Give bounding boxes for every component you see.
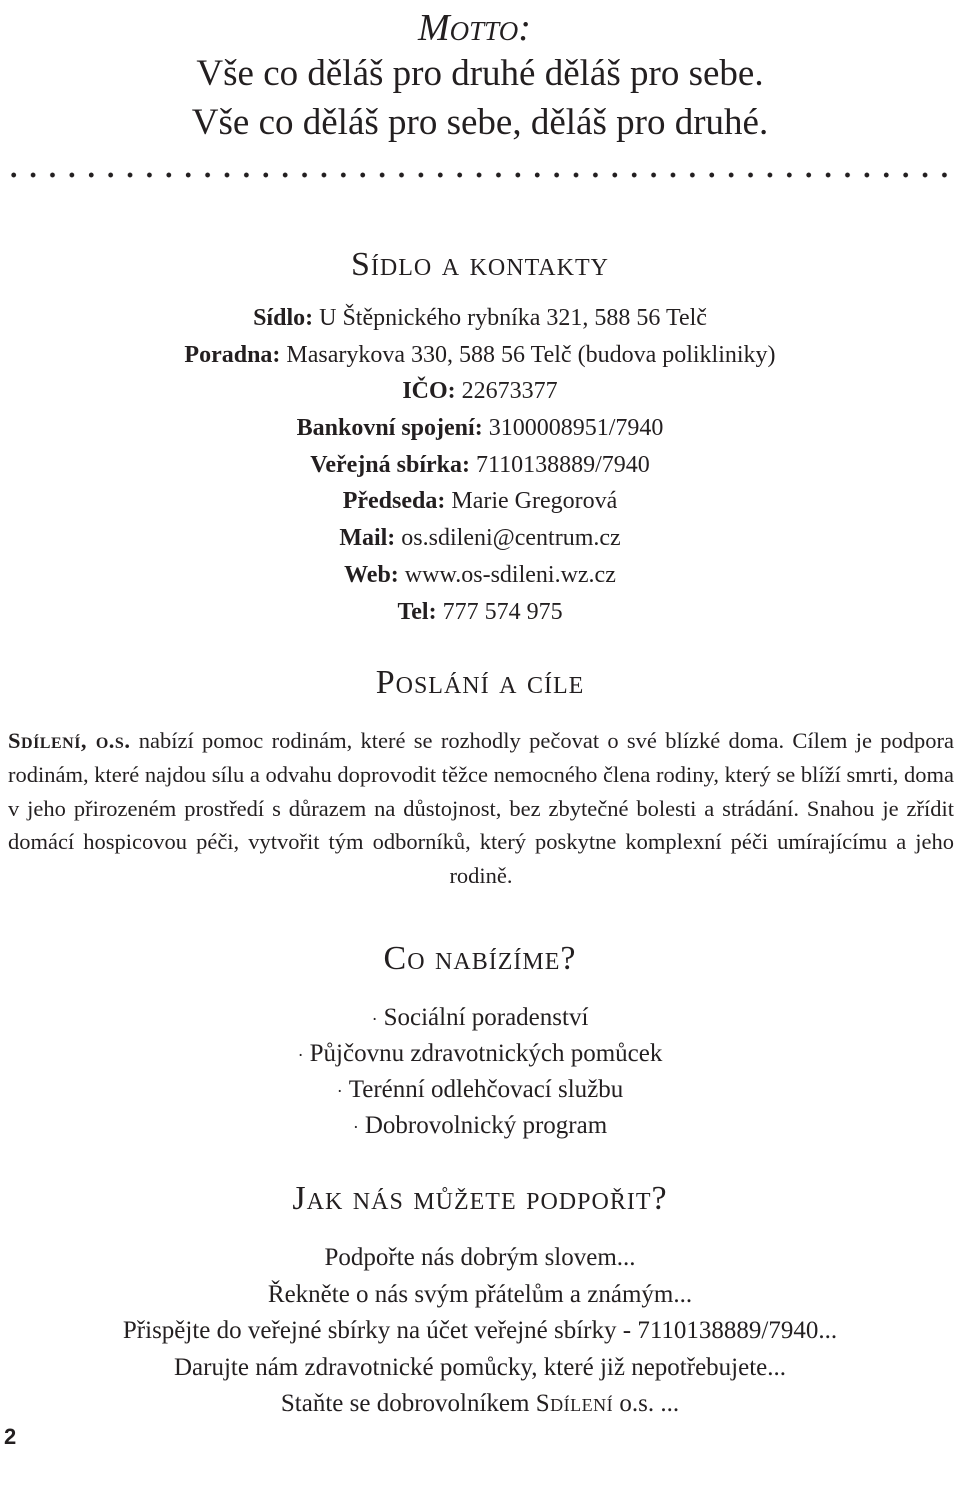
- contact-value: 3100008951/7940: [488, 415, 664, 442]
- contact-label: Předseda:: [342, 488, 446, 515]
- contact-row-tel: [0, 594, 960, 631]
- offer-list: [0, 1000, 960, 1144]
- heading-co-nabizime: Co nabízíme?: [383, 940, 577, 977]
- heading-poslani-a-cile: Poslání a cíle: [375, 664, 585, 701]
- web-link[interactable]: www.os-sdileni.wz.cz: [404, 561, 616, 588]
- contact-label: Web:: [344, 561, 399, 588]
- contact-label: Poradna:: [184, 341, 281, 368]
- mission-text: [8, 724, 954, 893]
- contact-label: Bankovní spojení:: [296, 415, 483, 442]
- contact-value: 777 574 975: [442, 598, 563, 625]
- dotted-divider: [4, 170, 956, 180]
- contact-row-verejna-sbirka: [0, 447, 960, 484]
- contact-row-ico: [0, 373, 960, 410]
- support-line: Řekněte o nás svým přátelům a známým...: [267, 1280, 693, 1308]
- contact-label: Mail:: [339, 525, 396, 552]
- contact-value: 7110138889/7940: [476, 451, 650, 478]
- mission-paragraph: [8, 724, 954, 893]
- org-name: Sdílení: [535, 1390, 614, 1417]
- list-item: · Dobrovolnický program: [352, 1112, 608, 1139]
- support-line-volunteer: Staňte se dobrovolníkem Sdílení o.s. ...: [280, 1390, 680, 1417]
- contact-label: Tel:: [397, 598, 437, 625]
- contacts-list: [0, 300, 960, 630]
- motto-title: Motto:: [418, 7, 531, 49]
- support-line: Přispějte do veřejné sbírky na účet veřejné sbírky - 7110138889/7940...: [122, 1317, 838, 1344]
- contact-row-web: [0, 557, 960, 594]
- bullet-dot-icon: ·: [336, 1081, 343, 1101]
- contact-value: Masarykova 330, 588 56 Telč (budova polikliniky): [286, 341, 776, 368]
- list-item: · Půjčovnu zdravotnických pomůcek: [297, 1040, 663, 1067]
- contact-value: 22673377: [461, 378, 558, 405]
- mission-body: nabízí pomoc rodinám, které se rozhodly pečovat o své blízké doma. Cílem je podpora rodinám, které najdou sílu a odvahu doprovodit těžce nemocného člena rodiny, který se blíží smrti, doma v jeho přirozeném prostředí s důrazem na důstojnost, bez zbytečné bolesti a strádání. Snahou je zřídit domácí hospicovou péči, vytvořit tým odborníků, který poskytne komplexní péči umírajícímu a jeho rodině.: [8, 728, 955, 889]
- bullet-dot-icon: ·: [297, 1045, 304, 1065]
- contact-label: Sídlo:: [253, 305, 314, 331]
- bullet-dot-icon: ·: [352, 1117, 359, 1137]
- email-link[interactable]: os.sdileni@centrum.cz: [401, 525, 621, 552]
- motto-line-2: Vše co děláš pro sebe, děláš pro druhé.: [191, 102, 769, 143]
- contact-row-sidlo: [0, 300, 960, 337]
- motto-line-1: Vše co děláš pro druhé děláš pro sebe.: [196, 53, 764, 94]
- support-line: Darujte nám zdravotnické pomůcky, které již nepotřebujete...: [173, 1353, 787, 1381]
- contact-row-poradna: [0, 337, 960, 374]
- support-line: Podpořte nás dobrým slovem...: [324, 1244, 636, 1271]
- contact-row-predseda: [0, 483, 960, 520]
- contact-row-mail: [0, 520, 960, 557]
- contact-value: U Štěpnického rybníka 321, 588 56 Telč: [319, 305, 707, 331]
- support-list: [0, 1240, 960, 1423]
- bullet-dot-icon: ·: [371, 1009, 378, 1029]
- contact-label: Veřejná sbírka:: [310, 451, 470, 478]
- contact-label: IČO:: [402, 378, 456, 405]
- contact-value: Marie Gregorová: [451, 488, 618, 515]
- heading-sidlo-a-kontakty: Sídlo a kontakty: [351, 246, 609, 283]
- contact-row-bankovni-spojeni: [0, 410, 960, 447]
- org-name: Sdílení, o.s.: [8, 728, 131, 753]
- list-item: · Terénní odlehčovací službu: [336, 1076, 624, 1103]
- page-number: 2: [4, 1424, 17, 1449]
- list-item: · Sociální poradenství: [371, 1004, 589, 1031]
- heading-jak-nas-muzete-podporit: Jak nás můžete podpořit?: [292, 1180, 668, 1217]
